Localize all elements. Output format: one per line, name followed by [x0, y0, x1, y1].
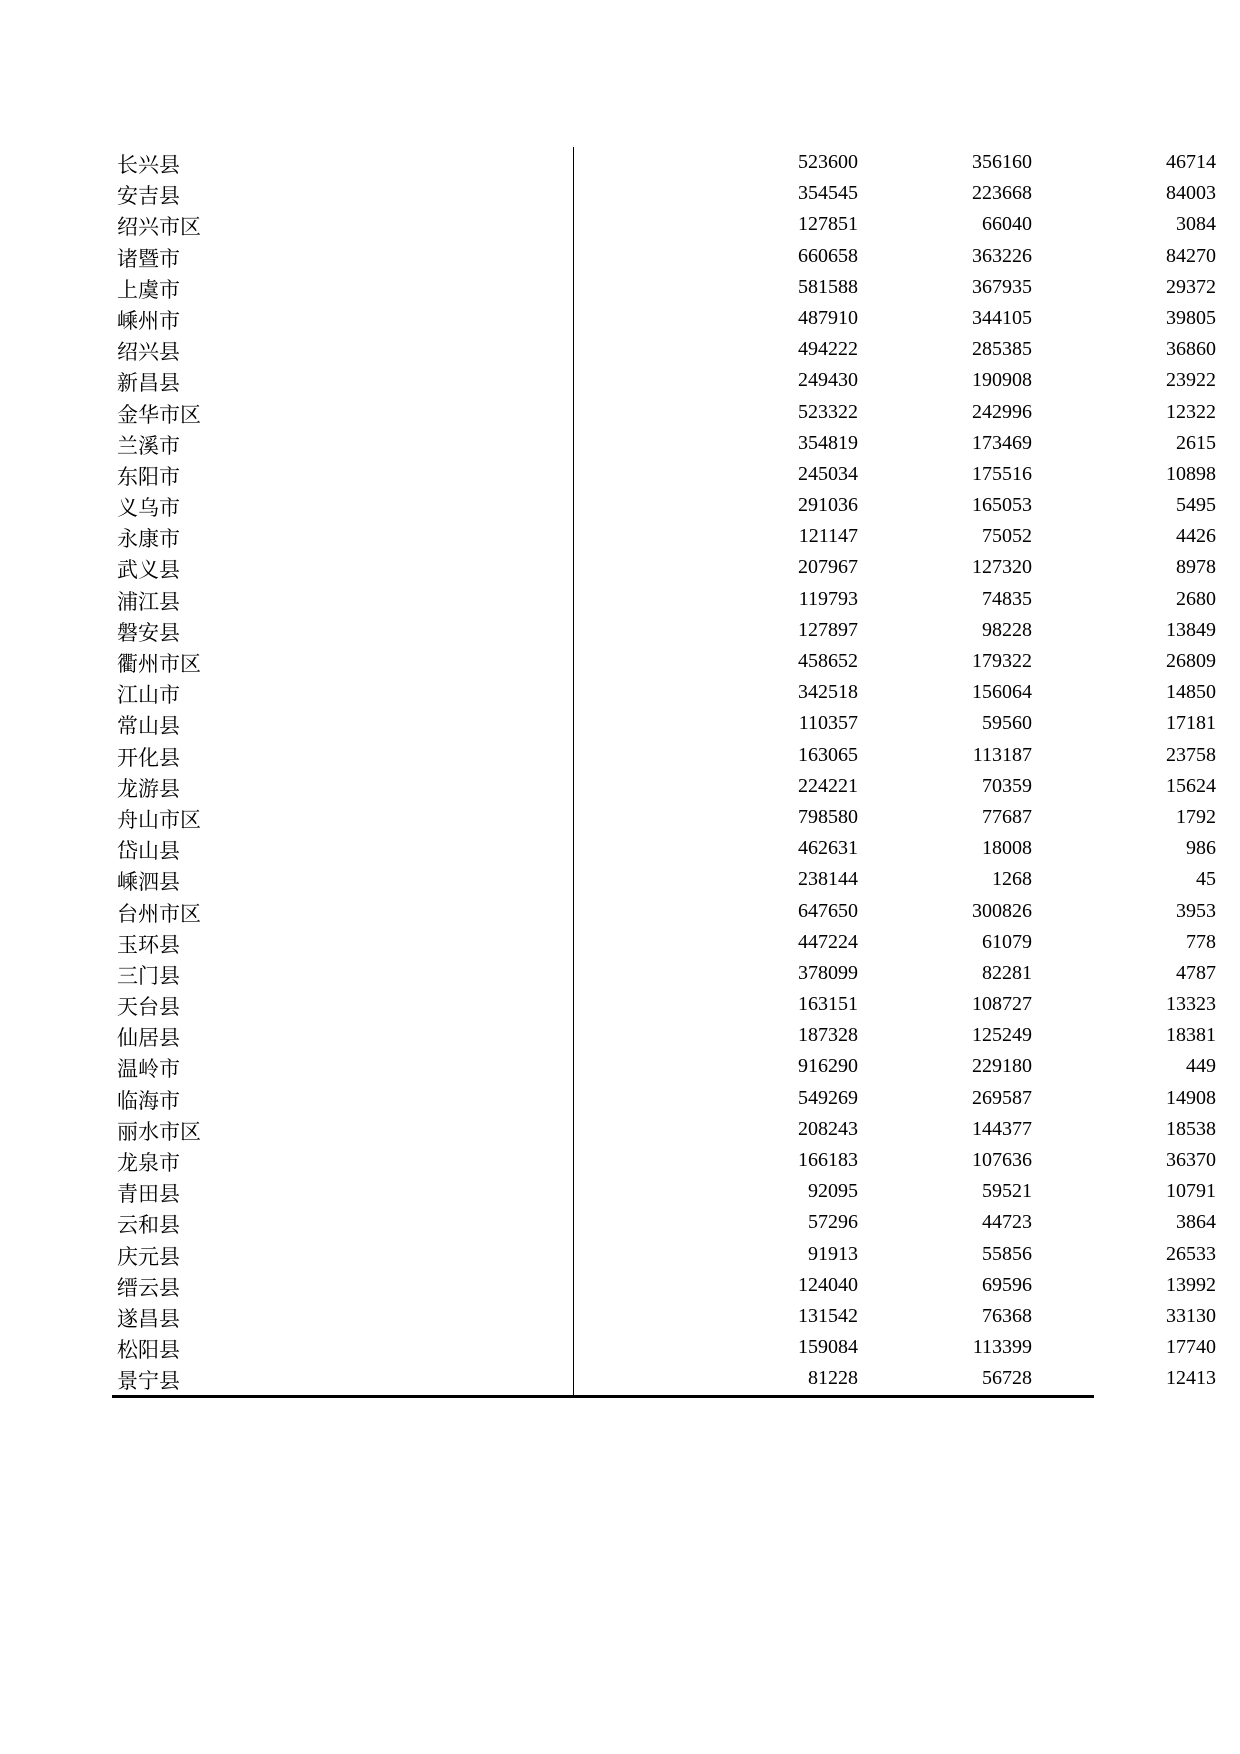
table-row [112, 209, 1216, 240]
table-row [112, 1301, 1216, 1332]
value-col-1: 378099 [798, 961, 858, 984]
value-col-1: 245034 [798, 462, 858, 485]
value-col-3: 36370 [1166, 1149, 1216, 1171]
region-name: 绍兴市区 [117, 215, 201, 240]
value-col-3: 84003 [1166, 182, 1216, 205]
region-name: 台州市区 [117, 901, 201, 926]
value-col-3: 2680 [1176, 587, 1216, 610]
value-col-1: 494222 [798, 338, 858, 361]
value-col-3: 986 [1186, 837, 1216, 860]
table-row [112, 989, 1216, 1020]
region-name: 衢州市区 [117, 652, 201, 676]
value-col-3: 17740 [1166, 1336, 1216, 1359]
value-col-3: 778 [1186, 930, 1216, 953]
region-name: 庆元县 [117, 1244, 180, 1269]
value-col-2: 18008 [982, 837, 1032, 860]
value-col-1: 166183 [798, 1149, 858, 1171]
value-col-1: 916290 [798, 1055, 858, 1078]
value-col-3: 5495 [1176, 494, 1216, 517]
table-row [112, 1020, 1216, 1051]
value-col-1: 238144 [798, 868, 858, 891]
value-col-3: 14908 [1166, 1086, 1216, 1109]
region-name: 开化县 [117, 745, 180, 770]
region-name: 绍兴县 [117, 340, 180, 365]
value-col-3: 4787 [1176, 961, 1216, 984]
value-col-3: 26809 [1166, 650, 1216, 672]
region-name: 青田县 [117, 1182, 180, 1207]
value-col-1: 121147 [798, 525, 858, 548]
value-col-2: 113187 [972, 743, 1032, 766]
value-col-2: 98228 [982, 618, 1032, 641]
table-row [112, 490, 1216, 521]
value-col-3: 10898 [1166, 462, 1216, 485]
table-row [112, 397, 1216, 428]
value-col-2: 223668 [972, 182, 1032, 205]
value-col-3: 12413 [1166, 1367, 1216, 1390]
table-row [112, 864, 1216, 895]
value-col-2: 144377 [972, 1117, 1032, 1140]
value-col-1: 163065 [798, 743, 858, 766]
value-col-2: 76368 [982, 1304, 1032, 1327]
value-col-1: 91913 [808, 1242, 858, 1265]
value-col-1: 57296 [808, 1211, 858, 1234]
table-row [112, 802, 1216, 833]
region-name: 兰溪市 [117, 433, 180, 458]
region-name: 上虞市 [117, 277, 180, 302]
value-col-1: 249430 [798, 369, 858, 392]
value-col-1: 208243 [798, 1117, 858, 1140]
table-row [112, 646, 1216, 677]
table-row [112, 1332, 1216, 1363]
region-name: 磐安县 [117, 620, 180, 645]
region-name: 玉环县 [117, 932, 180, 957]
value-col-1: 798580 [798, 805, 858, 828]
value-col-3: 23922 [1166, 369, 1216, 392]
region-name: 云和县 [117, 1213, 180, 1238]
value-col-1: 187328 [798, 1024, 858, 1047]
table-row [112, 584, 1216, 615]
value-col-3: 1792 [1176, 805, 1216, 828]
value-col-2: 75052 [982, 525, 1032, 548]
value-col-3: 33130 [1166, 1304, 1216, 1327]
region-name: 龙游县 [117, 776, 180, 801]
region-name: 金华市区 [117, 402, 201, 427]
region-name: 长兴县 [117, 153, 180, 177]
region-name: 仙居县 [117, 1026, 180, 1051]
value-col-3: 46714 [1166, 151, 1216, 173]
table-row [112, 1270, 1216, 1301]
value-col-1: 124040 [798, 1273, 858, 1296]
value-col-2: 77687 [982, 805, 1032, 828]
region-name: 遂昌县 [117, 1306, 180, 1331]
region-name: 嵊泗县 [117, 870, 180, 895]
value-col-2: 113399 [972, 1336, 1032, 1359]
data-table [112, 147, 1216, 1395]
value-col-1: 127851 [798, 213, 858, 236]
value-col-1: 523322 [798, 400, 858, 423]
value-col-2: 66040 [982, 213, 1032, 236]
table-row [112, 178, 1216, 209]
value-col-2: 108727 [972, 993, 1032, 1016]
value-col-1: 163151 [798, 993, 858, 1016]
value-col-2: 285385 [972, 338, 1032, 361]
region-name: 浦江县 [117, 589, 180, 614]
value-col-3: 14850 [1166, 681, 1216, 704]
value-col-2: 70359 [982, 774, 1032, 797]
value-col-1: 549269 [798, 1086, 858, 1109]
region-name: 新昌县 [117, 371, 180, 396]
value-col-3: 4426 [1176, 525, 1216, 548]
value-col-3: 39805 [1166, 306, 1216, 329]
value-col-1: 462631 [798, 837, 858, 860]
value-col-2: 125249 [972, 1024, 1032, 1047]
value-col-3: 3864 [1176, 1211, 1216, 1234]
value-col-1: 207967 [798, 556, 858, 579]
region-name: 舟山市区 [117, 807, 201, 832]
region-name: 岱山县 [117, 839, 180, 864]
table-row [112, 1207, 1216, 1238]
value-col-2: 229180 [972, 1055, 1032, 1078]
value-col-2: 74835 [982, 587, 1032, 610]
value-col-2: 59521 [982, 1180, 1032, 1203]
table-row [112, 677, 1216, 708]
table-row [112, 1083, 1216, 1114]
table-row [112, 1239, 1216, 1270]
value-col-2: 165053 [972, 494, 1032, 517]
table-row [112, 303, 1216, 334]
table-row [112, 958, 1216, 989]
value-col-1: 81228 [808, 1367, 858, 1390]
value-col-2: 1268 [992, 868, 1032, 891]
value-col-3: 3953 [1176, 899, 1216, 922]
region-name: 三门县 [117, 963, 180, 988]
table-row [112, 708, 1216, 739]
column-divider [573, 147, 574, 1395]
table-row [112, 147, 1216, 178]
region-name: 义乌市 [117, 496, 180, 521]
value-col-2: 55856 [982, 1242, 1032, 1265]
table-row [112, 771, 1216, 802]
value-col-2: 367935 [972, 275, 1032, 298]
value-col-1: 647650 [798, 899, 858, 922]
table-row [112, 1176, 1216, 1207]
value-col-2: 156064 [972, 681, 1032, 704]
value-col-1: 447224 [798, 930, 858, 953]
table-row [112, 552, 1216, 583]
value-col-2: 107636 [972, 1149, 1032, 1171]
value-col-2: 61079 [982, 930, 1032, 953]
value-col-1: 119793 [798, 587, 858, 610]
value-col-2: 59560 [982, 712, 1032, 735]
region-name: 景宁县 [117, 1369, 180, 1394]
value-col-3: 10791 [1166, 1180, 1216, 1203]
value-col-2: 300826 [972, 899, 1032, 922]
value-col-3: 17181 [1166, 712, 1216, 735]
value-col-2: 190908 [972, 369, 1032, 392]
table-row [112, 1363, 1216, 1394]
value-col-3: 45 [1196, 868, 1216, 891]
region-name: 缙云县 [117, 1275, 180, 1300]
table-row [112, 241, 1216, 272]
value-col-2: 363226 [972, 244, 1032, 267]
value-col-1: 224221 [798, 774, 858, 797]
value-col-1: 342518 [798, 681, 858, 704]
value-col-3: 23758 [1166, 743, 1216, 766]
value-col-2: 127320 [972, 556, 1032, 579]
value-col-2: 173469 [972, 431, 1032, 454]
value-col-3: 18381 [1166, 1024, 1216, 1047]
value-col-3: 449 [1186, 1055, 1216, 1078]
region-name: 嵊州市 [117, 308, 180, 333]
value-col-2: 69596 [982, 1273, 1032, 1296]
value-col-3: 8978 [1176, 556, 1216, 579]
table-row [112, 334, 1216, 365]
region-name: 江山市 [117, 683, 180, 708]
table-bottom-rule [112, 1395, 1094, 1398]
value-col-2: 82281 [982, 961, 1032, 984]
region-name: 松阳县 [117, 1338, 180, 1363]
value-col-1: 131542 [798, 1304, 858, 1327]
value-col-3: 15624 [1166, 774, 1216, 797]
table-row [112, 740, 1216, 771]
table-row [112, 521, 1216, 552]
region-name: 安吉县 [117, 184, 180, 209]
region-name: 龙泉市 [117, 1151, 180, 1175]
region-name: 东阳市 [117, 464, 180, 489]
value-col-3: 13992 [1166, 1273, 1216, 1296]
value-col-1: 523600 [798, 151, 858, 173]
region-name: 常山县 [117, 714, 180, 739]
region-name: 诸暨市 [117, 246, 180, 271]
table-row [112, 927, 1216, 958]
table-row [112, 615, 1216, 646]
value-col-1: 354819 [798, 431, 858, 454]
value-col-2: 344105 [972, 306, 1032, 329]
table-row [112, 1145, 1216, 1176]
region-name: 丽水市区 [117, 1119, 201, 1144]
value-col-1: 159084 [798, 1336, 858, 1359]
table-row [112, 459, 1216, 490]
value-col-1: 487910 [798, 306, 858, 329]
table-row [112, 428, 1216, 459]
value-col-3: 29372 [1166, 275, 1216, 298]
value-col-2: 242996 [972, 400, 1032, 423]
value-col-1: 127897 [798, 618, 858, 641]
value-col-2: 356160 [972, 151, 1032, 173]
value-col-3: 13323 [1166, 993, 1216, 1016]
value-col-2: 269587 [972, 1086, 1032, 1109]
table-row [112, 365, 1216, 396]
table-row [112, 896, 1216, 927]
table-row [112, 1114, 1216, 1145]
table-row [112, 833, 1216, 864]
value-col-1: 92095 [808, 1180, 858, 1203]
table-row [112, 1051, 1216, 1082]
value-col-3: 84270 [1166, 244, 1216, 267]
value-col-3: 36860 [1166, 338, 1216, 361]
value-col-3: 13849 [1166, 618, 1216, 641]
value-col-3: 2615 [1176, 431, 1216, 454]
value-col-2: 44723 [982, 1211, 1032, 1234]
value-col-1: 458652 [798, 650, 858, 672]
value-col-1: 110357 [798, 712, 858, 735]
value-col-3: 3084 [1176, 213, 1216, 236]
value-col-2: 179322 [972, 650, 1032, 672]
value-col-3: 12322 [1166, 400, 1216, 423]
region-name: 武义县 [117, 558, 180, 583]
region-name: 天台县 [117, 995, 180, 1020]
region-name: 温岭市 [117, 1057, 180, 1082]
value-col-1: 581588 [798, 275, 858, 298]
value-col-1: 354545 [798, 182, 858, 205]
value-col-2: 56728 [982, 1367, 1032, 1390]
region-name: 永康市 [117, 527, 180, 552]
value-col-2: 175516 [972, 462, 1032, 485]
value-col-3: 18538 [1166, 1117, 1216, 1140]
value-col-1: 660658 [798, 244, 858, 267]
value-col-1: 291036 [798, 494, 858, 517]
region-name: 临海市 [117, 1088, 180, 1113]
value-col-3: 26533 [1166, 1242, 1216, 1265]
table-row [112, 272, 1216, 303]
